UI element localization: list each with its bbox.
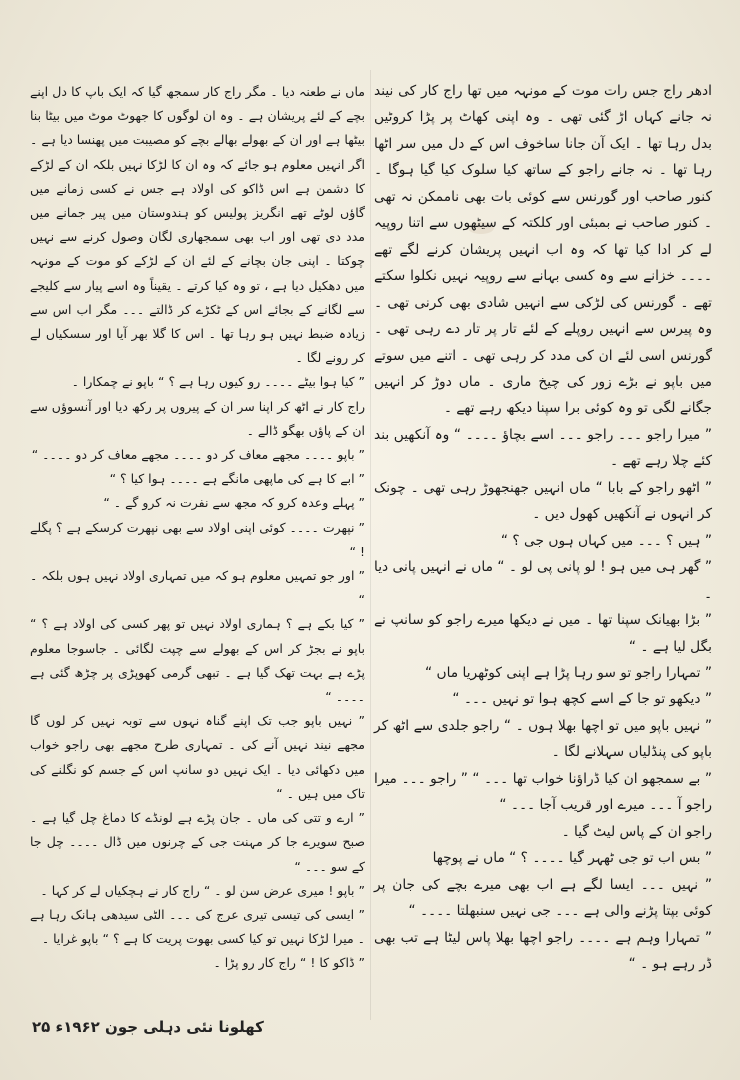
paragraph: ” تمہارا وہم ہے ۔۔۔۔ راجو اچھا بھلا پاس لیٹا ہے تب بھی ڈر رہے ہو ۔ “ [374,929,712,972]
paragraph: ” نہیں باپو جب تک اپنے گناہ نہوں سے توبہ نہیں کر لوں گا مجھے نیند نہیں آنے کی ۔ تمہاری طرح مجھے بھی راجو خواب میں دکھائی دیا ۔ ایک نہیں دو سانپ اس کے جسم کو نگلنے کی تاک میں ہیں ۔ “ [30,713,365,801]
paragraph: ” نپھرت ۔۔۔۔ کوئی اپنی اولاد سے بھی نپھرت کرسکے ہے ؟ پگلے ! “ [30,519,365,559]
paragraph: ” کیا ہوا بیٹے ۔۔۔۔ رو کیوں رہا ہے ؟ “ باپو نے چمکارا ۔ [71,374,365,390]
paragraph: ” ابے کا ہے کی ماپھی مانگے ہے ۔۔۔۔ ہوا کیا ؟ “ [109,471,365,487]
column-divider [370,70,371,1020]
paragraph: ” بڑا بھیانک سپنا تھا ۔ میں نے دیکھا میرے راجو کو سانپ نے بگل لیا ہے ۔ “ [374,612,712,655]
paragraph: ” تمہارا راجو تو سو رہا پڑا ہے اپنی کوٹھریا ماں “ [425,664,712,681]
paragraph: ” اور جو تمہیں معلوم ہو کہ میں تمہاری اولاد نہیں ہوں بلکہ ۔ “ [30,568,365,608]
paragraph: راجو ان کے پاس لیٹ گیا ۔ [561,823,712,840]
paragraph: ” میرا راجو ۔۔۔ راجو ۔۔۔ اسے بچاؤ ۔۔۔۔ “ وہ آنکھیں بند کئے چلا رہے تھے ۔ [374,426,712,470]
paragraph: ” ایسی کی تیسی تیری عرج کی ۔۔۔ الٹی سیدھی ہانک رہا ہے ۔ میرا لڑکا نہیں تو کیا کسی بھوت پریت کا ہے ؟ “ باپو غرایا ۔ [30,906,365,947]
paragraph: ” نہیں باپو میں تو اچھا بھلا ہوں ۔ “ راجو جلدی سے اٹھ کر باپو کی پنڈلیاں سہلانے لگا ۔ [374,717,712,761]
paragraph: ” دیکھو تو جا کے اسے کچھ ہوا تو نہیں ۔۔۔ “ [452,691,712,708]
paragraph: ” بے سمجھو ان کیا ڈراؤنا خواب تھا ۔۔۔ “ ” راجو ۔۔۔ میرا راجو آ ۔۔۔ میرے اور قریب آجا ۔۔۔ “ [374,770,712,814]
paragraph: ” پہلے وعدہ کرو کہ مجھ سے نفرت نہ کرو گے ۔ “ [103,495,365,511]
page-footer: کھلونا نئی دہلی جون ۱۹۶۲ء ۲۵ [32,1018,264,1036]
paragraph: ” گھر ہی میں ہو ! لو پانی پی لو ۔ “ ماں نے انہیں پانی دیا ۔ [374,559,712,602]
paragraph: ” کیا بکے ہے ؟ ہماری اولاد نہیں تو پھر کسی کی اولاد ہے ؟ “ باپو نے بجڑ کر اس کے بھولے سے چپت لگائی ۔ جاسوجا معلوم پڑے ہے بہت تھک گیا ہے ۔ تبھی گرمی کھوپڑی پر چڑھ گئی ہے ۔۔۔۔ “ [30,616,365,705]
paragraph: ” بس اب تو جی ٹھہر گیا ۔۔۔۔ ؟ “ ماں نے پوچھا [432,850,712,867]
paragraph: ادھر راج جس رات موت کے مونہہ میں تھا راج کار کی نیند نہ جانے کہاں اڑ گئی تھی ۔ وہ اپنی کھاٹ پر پڑا کروٹیں بدل رہا تھا ۔ ایک آن جانا ساخوف اس کے دل میں سر اٹھا رہا تھا ۔ نہ جانے راجو کے ساتھ کیا سلوک کیا گیا ہوگا ۔ کنور صاحب اور گورنس سے کوئی بات بھی ناممکن نہ تھی ۔ کنور صاحب نے بمبئی اور کلکتہ کے سیٹھوں سے اتنا روپیہ لے کر ادا کیا تھا کہ وہ اب انہیں پریشان کرنے لگے تھے ۔۔۔۔ خزانے سے وہ کسی بہانے سے روپیہ نہیں نکلوا سکتے تھے ۔ گورنس کی لڑکی سے انہیں شادی بھی کرنی تھی ۔ وہ پیرس سے انہیں روپلے کے لئے تار پر تار دے رہی تھی ۔ گورنس اسی لئے ان کی مدد کر رہی تھی ۔ اتنے میں سوتے میں باپو نے بڑے زور کی چیخ ماری ۔ ماں دوڑ کر انہیں جگانے لگی تو وہ کوئی برا سپنا دیکھ رہے تھے ۔ [374,83,712,417]
paragraph: ” ڈاکو کا ! “ راج کار رو پڑا ۔ [213,955,365,971]
paragraph: ” ارے و تتی کی ماں ۔ جان پڑے ہے لونڈے کا دماغ چل گیا ہے ۔ صبح سویرے جا کر مہنت جی کے چرنوں میں ڈال ۔۔۔۔ چل جا کے سو ۔۔۔ “ [30,810,365,874]
paragraph: ” اٹھو راجو کے بابا “ ماں انہیں جھنجھوڑ رہی تھی ۔ چونک کر انہوں نے آنکھیں کھول دیں ۔ [374,479,712,523]
left-column [30,80,365,976]
paragraph: ” باپو ! میری عرض سن لو ۔ “ راج کار نے ہچکیاں لے کر کہا ۔ [40,882,365,898]
paragraph: راج کار نے اٹھ کر اپنا سر ان کے پیروں پر رکھ دیا اور آنسوؤں سے ان کے پاؤں بھگو ڈالے ۔ [30,398,365,438]
paragraph: ” باپو ۔۔۔۔ مجھے معاف کر دو ۔۔۔۔ مجھے معاف کر دو ۔۔۔۔ “ [31,447,365,463]
right-column [374,78,712,977]
paragraph: ” ہیں ؟ ۔۔۔ میں کہاں ہوں جی ؟ “ [500,532,712,549]
paragraph: ماں نے طعنہ دیا ۔ مگر راج کار سمجھ گیا کہ ایک باپ کا دل اپنے بچے کے لئے پریشان ہے ۔ وہ ان لوگوں کا جھوٹ موٹ میں بیٹا بنا بیٹھا ہے اور ان کے بھولے بھالے بچے کو مصیبت میں پھنسا دیا ہے ۔ اگر انہیں معلوم ہو جائے کہ وہ ان کا لڑکا نہیں بلکہ ان کے لڑکے کا دشمن ہے اس ڈاکو کی اولاد ہے جس نے کسی زمانے میں گاؤں لوٹے تھے انگریز پولیس کو ہندوستان میں پیر جمانے میں مدد دی تھی اور اب بھی سمجھاری لگان وصول کرنے سے نہیں چوکتا ۔ اپنی جان بچانے کے لئے ان کے لڑکے کو موت کے مونہہ میں دھکیل دیا ہے ، تو وہ کیا کرتے ۔ یقیناً وہ اسے پیار سے کلیجے سے لگانے کے بجائے اس کے ٹکڑے کر ڈالتے ۔۔۔ مگر اب اس سے زیادہ ضبط نہیں ہو رہا تھا ۔ اس کا گلا بھر آیا اور سسکیاں لے کر رونے لگا ۔ [30,84,365,366]
paragraph: ” نہیں ۔۔۔ ایسا لگے ہے اب بھی میرے بچے کی جان پر کوئی بپتا پڑنے والی ہے ۔۔۔ جی نہیں سنبھلتا ۔۔۔۔ “ [374,876,712,920]
